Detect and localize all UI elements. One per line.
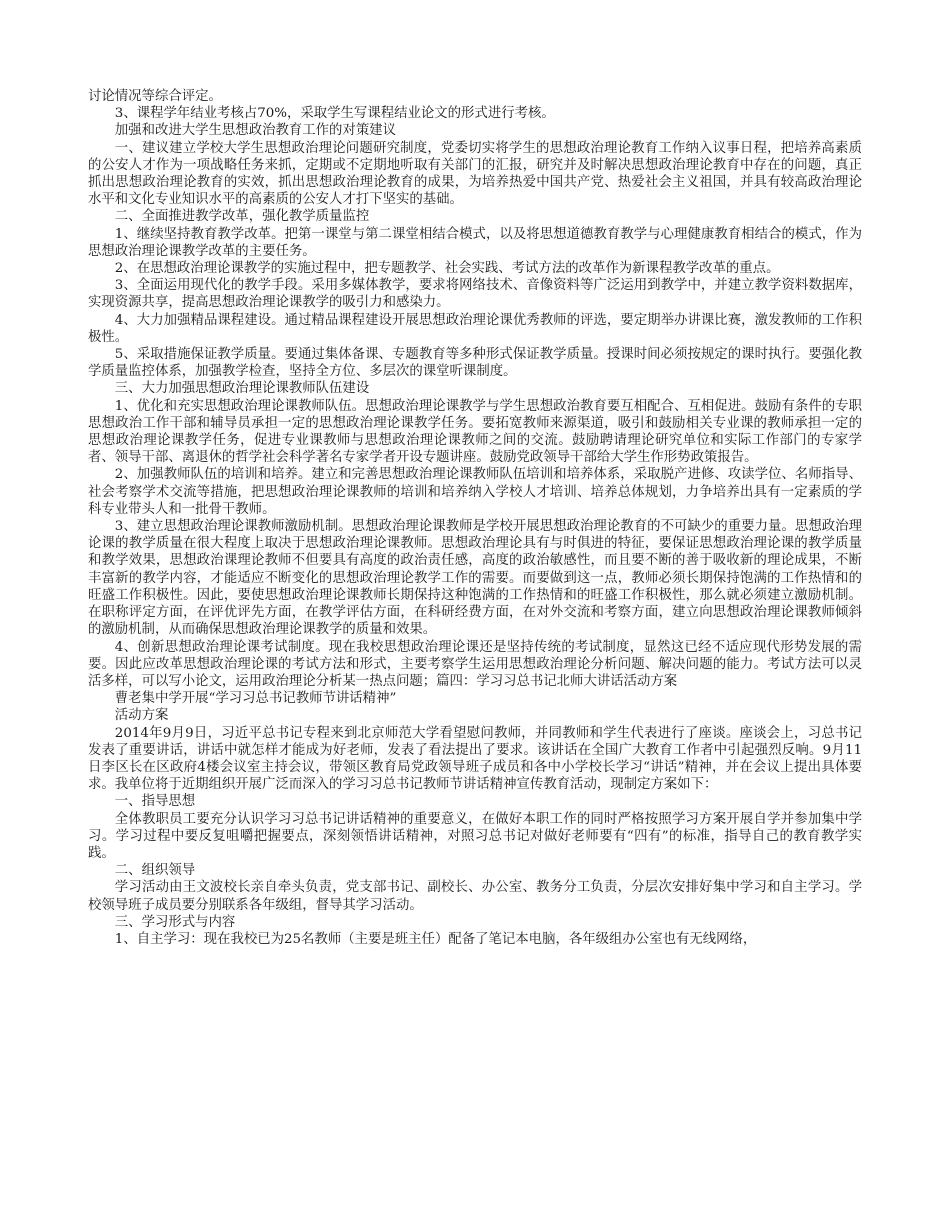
paragraph: 3、建立思想政治理论课教师激励机制。思想政治理论课教师是学校开展思想政治理论教育的不可缺少的重要力量。思想政治理论课的教学质量在很大程度上取决于思想政治理论课教师。思想政治理论具有与时俱进的特征，要保证思想政治理论课的教学质量和教学效果，思想政治课理论教师不但要具有高度的政治责任感，高度的政治敏感性，而且要不断的善于吸收新的理论成果，不断丰富新的教学内容，才能适应不断变化的思想政治理论教学工作的需要。而要做到这一点，教师必须长期保持饱满的工作热情和的旺盛工作积极性。因此，要使思想政治理论课教师长期保持这种饱满的工作热情和的旺盛工作积极性，那么就必须建立激励机制。在职称评定方面，在评优评先方面，在教学评估方面，在科研经费方面，在对外交流和考察方面，建立向思想政治理论课教师倾斜的激励机制，从而确保思想政治理论课教学的质量和效果。	[88, 519, 862, 638]
paragraph: 二、全面推进教学改革，强化教学质量监控	[114, 209, 370, 225]
document-body	[88, 88, 862, 948]
paragraph: 2、加强教师队伍的培训和培养。建立和完善思想政治理论课教师队伍培训和培养体系，采取脱产进修、攻读学位、名师指导、社会考察学术交流等措施，把思想政治理论课教师的培训和培养纳入学校人才培训、培养总体规划，力争培养出具有一定素质的学科专业带头人和一批骨干教师。	[88, 467, 862, 517]
paragraph: 2、在思想政治理论课教学的实施过程中，把专题教学、社会实践、考试方法的改革作为新课程教学改革的重点。	[114, 261, 780, 277]
paragraph: 学习活动由王文波校长亲自牵头负责，党支部书记、副校长、办公室、教务分工负责，分层次安排好集中学习和自主学习。学校领导班子成员要分别联系各年级组，督导其学习活动。	[88, 880, 862, 913]
paragraph: 2014年9月9日，习近平总书记专程来到北京师范大学看望慰问教师，并同教师和学生代表进行了座谈。座谈会上，习总书记发表了重要讲话，讲话中就怎样才能成为好老师，发表了看法提出了要求。该讲话在全国广大教育工作者中引起强烈反响。9月11日李区长在区政府4楼会议室主持会议，带领区教育局党政领导班子成员和各中小学校长学习“讲话”精神，并在会议上提出具体要求。我单位将于近期组织开展广泛而深入的学习习总书记教师节讲话精神宣传教育活动，现制定方案如下：	[88, 725, 862, 793]
paragraph: 3、课程学年结业考核占70%，采取学生写课程结业论文的形式进行考核。	[114, 106, 555, 122]
paragraph: 4、创新思想政治理论课考试制度。现在我校思想政治理论课还是坚持传统的考试制度，显然这已经不适应现代形势发展的需要。因此应改革思想政治理论课的考试方法和形式，主要考察学生运用思想政治理论分析问题、解决问题的能力。考试方法可以灵活多样，可以写小论文，运用政治理论分析某一热点问题；篇四：学习习总书记北师大讲话活动方案	[88, 639, 862, 689]
paragraph: 4、大力加强精品课程建设。通过精品课程建设开展思想政治理论课优秀教师的评选，要定期举办讲课比赛，激发教师的工作积极性。	[88, 312, 862, 345]
paragraph: 一、指导思想	[114, 794, 196, 810]
paragraph: 5、采取措施保证教学质量。要通过集体备课、专题教育等多种形式保证教学质量。授课时间必须按规定的课时执行。要强化教学质量监控体系，加强教学检查，坚持全方位、多层次的课堂听课制度。	[88, 347, 862, 380]
paragraph: 一、建议建立学校大学生思想政治理论问题研究制度，党委切实将学生的思想政治理论教育工作纳入议事日程，把培养高素质的公安人才作为一项战略任务来抓，定期或不定期地听取有关部门的汇报，研究并及时解决思想政治理论教育中存在的问题，真正抓出思想政治理论教育的实效，抓出思想政治理论教育的成果，为培养热爱中国共产党、热爱社会主义祖国，并具有较高政治理论水平和文化专业知识水平的高素质的公安人才打下坚实的基础。	[88, 140, 862, 208]
paragraph: 1、自主学习：现在我校已为25名教师（主要是班主任）配备了笔记本电脑，各年级组办公室也有无线网络，	[114, 931, 757, 947]
paragraph: 活动方案	[114, 708, 169, 724]
paragraph: 全体教职员工要充分认识学习习总书记讲话精神的重要意义，在做好本职工作的同时严格按照学习方案开展自学并参加集中学习。学习过程中要反复咀嚼把握要点，深刻领悟讲话精神，对照习总书记对做好老师要有“四有”的标准，指导自己的教育教学实践。	[88, 811, 862, 861]
paragraph: 讨论情况等综合评定。	[88, 89, 222, 104]
paragraph: 1、优化和充实思想政治理论课教师队伍。思想政治理论课教学与学生思想政治教育要互相配合、互相促进。鼓励有条件的专职思想政治工作干部和辅导员承担一定的思想政治理论课教学任务。要拓宽教师来源渠道，吸引和鼓励相关专业课的教师承担一定的思想政治理论课教学任务，促进专业课教师与思想政治理论课教师之间的交流。鼓励聘请理论研究单位和实际工作部门的专家学者、领导干部、离退休的哲学社会科学著名专家学者开设专题讲座。鼓励党政领导干部给大学生作形势政策报告。	[88, 398, 862, 466]
paragraph: 3、全面运用现代化的教学手段。采用多媒体教学，要求将网络技术、音像资料等广泛运用到教学中，并建立教学资料数据库，实现资源共享，提高思想政治理论课教学的吸引力和感染力。	[88, 278, 862, 311]
paragraph: 加强和改进大学生思想政治教育工作的对策建议	[114, 123, 396, 139]
paragraph: 曹老集中学开展“学习习总书记教师节讲话精神”	[114, 691, 397, 707]
paragraph: 1、继续坚持教育教学改革。把第一课堂与第二课堂相结合模式，以及将思想道德教育教学与心理健康教育相结合的模式，作为思想政治理论课教学改革的主要任务。	[88, 226, 862, 259]
paragraph: 三、学习形式与内容	[114, 914, 236, 930]
paragraph: 二、组织领导	[114, 863, 196, 879]
paragraph: 三、大力加强思想政治理论课教师队伍建设	[114, 381, 370, 397]
